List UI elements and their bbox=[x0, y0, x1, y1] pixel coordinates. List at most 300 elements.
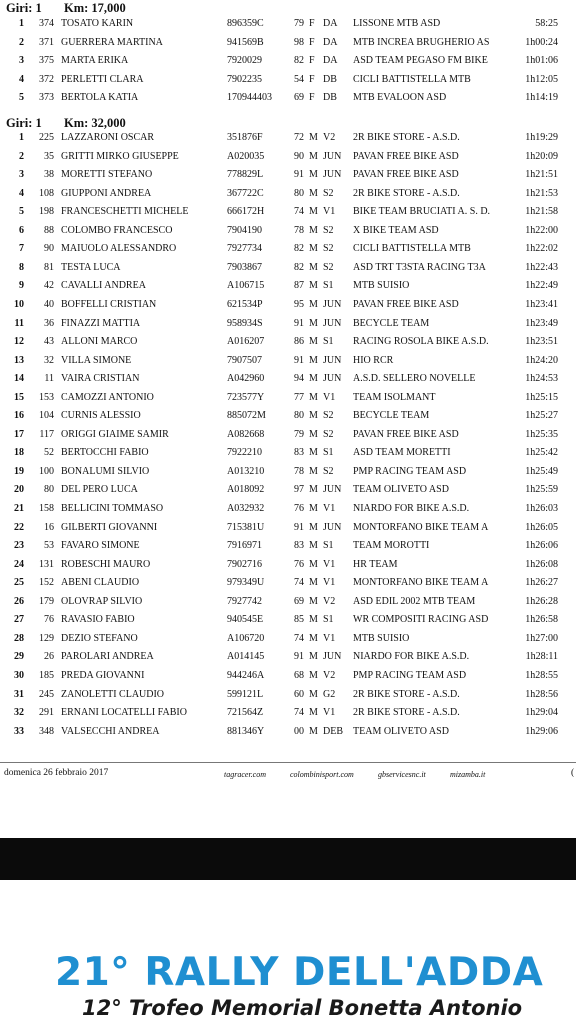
team-name: PAVAN FREE BIKE ASD bbox=[353, 298, 459, 310]
sex: M bbox=[309, 206, 318, 218]
athlete-name: ROBESCHI MAURO bbox=[61, 558, 151, 570]
sex: M bbox=[309, 410, 318, 422]
position: 2 bbox=[19, 36, 24, 48]
category: S1 bbox=[323, 540, 334, 552]
birth-year: 91 bbox=[294, 354, 304, 366]
category: DEB bbox=[323, 725, 343, 737]
athlete-name: FINAZZI MATTIA bbox=[61, 317, 141, 329]
bib-number: 36 bbox=[44, 317, 54, 329]
team-name: ASD EDIL 2002 MTB TEAM bbox=[353, 595, 476, 607]
sex: M bbox=[309, 503, 318, 514]
position: 4 bbox=[19, 187, 24, 199]
team-name: MTB SUISIO bbox=[353, 280, 410, 292]
birth-year: 91 bbox=[294, 169, 304, 181]
finish-time: 1h29:06 bbox=[525, 725, 558, 737]
result-row bbox=[0, 277, 576, 295]
category: JUN bbox=[323, 484, 342, 496]
category: V2 bbox=[323, 132, 336, 143]
license-code: 896359C bbox=[227, 18, 264, 29]
team-name: HR TEAM bbox=[353, 558, 398, 570]
sex: F bbox=[309, 92, 315, 104]
team-name: PAVAN FREE BIKE ASD bbox=[353, 169, 459, 181]
category: S2 bbox=[323, 261, 334, 273]
license-code: 723577Y bbox=[227, 391, 265, 403]
birth-year: 82 bbox=[294, 243, 304, 255]
category: S2 bbox=[323, 187, 334, 199]
bib-number: 108 bbox=[39, 187, 54, 199]
athlete-name: FAVARO SIMONE bbox=[61, 540, 140, 552]
license-code: 367722C bbox=[227, 187, 264, 199]
result-row bbox=[0, 89, 576, 107]
result-row bbox=[0, 500, 576, 518]
result-row bbox=[0, 593, 576, 611]
birth-year: 94 bbox=[294, 373, 304, 385]
license-code: A042960 bbox=[227, 373, 265, 385]
birth-year: 00 bbox=[294, 725, 304, 737]
result-row bbox=[0, 426, 576, 444]
category: S2 bbox=[323, 224, 334, 236]
team-name: LISSONE MTB ASD bbox=[353, 18, 441, 29]
sex: M bbox=[309, 465, 318, 477]
license-code: 7916971 bbox=[227, 540, 262, 552]
team-name: WR COMPOSITI RACING ASD bbox=[353, 614, 489, 626]
license-code: 7904190 bbox=[227, 224, 262, 236]
license-code: A016207 bbox=[227, 336, 265, 348]
athlete-name: MAIUOLO ALESSANDRO bbox=[61, 243, 177, 255]
result-row bbox=[0, 148, 576, 166]
license-code: 7927742 bbox=[227, 595, 262, 607]
athlete-name: OLOVRAP SILVIO bbox=[61, 595, 143, 607]
license-code: A014145 bbox=[227, 651, 265, 663]
birth-year: 68 bbox=[294, 669, 304, 681]
bib-number: 80 bbox=[44, 484, 54, 496]
team-name: CICLI BATTISTELLA MTB bbox=[353, 73, 471, 85]
birth-year: 82 bbox=[294, 55, 304, 67]
finish-time: 1h25:35 bbox=[525, 428, 558, 440]
finish-time: 1h26:08 bbox=[525, 558, 558, 570]
athlete-name: CURNIS ALESSIO bbox=[61, 410, 141, 422]
finish-time: 1h25:15 bbox=[525, 391, 558, 403]
category: JUN bbox=[323, 169, 342, 181]
team-name: PMP RACING TEAM ASD bbox=[353, 465, 467, 477]
birth-year: 79 bbox=[294, 428, 304, 440]
finish-time: 1h21:53 bbox=[525, 187, 558, 199]
position: 22 bbox=[14, 521, 24, 533]
bib-number: 372 bbox=[39, 73, 54, 85]
position: 13 bbox=[14, 354, 24, 366]
team-name: PAVAN FREE BIKE ASD bbox=[353, 428, 459, 440]
birth-year: 76 bbox=[294, 558, 304, 570]
footer-link[interactable]: mizamba.it bbox=[450, 770, 486, 779]
team-name: PAVAN FREE BIKE ASD bbox=[353, 150, 459, 162]
category: S1 bbox=[323, 447, 334, 459]
license-code: 7920029 bbox=[227, 55, 262, 67]
bib-number: 291 bbox=[39, 707, 54, 719]
athlete-name: BERTOCCHI FABIO bbox=[61, 447, 149, 459]
license-code: A106715 bbox=[227, 280, 265, 292]
license-code: 7907507 bbox=[227, 354, 262, 366]
sex: M bbox=[309, 298, 318, 310]
category: S2 bbox=[323, 243, 334, 255]
license-code: 7922210 bbox=[227, 447, 262, 459]
birth-year: 97 bbox=[294, 484, 304, 496]
bib-number: 152 bbox=[39, 577, 54, 589]
athlete-name: COLOMBO FRANCESCO bbox=[61, 224, 173, 236]
sex: M bbox=[309, 224, 318, 236]
position: 20 bbox=[14, 484, 24, 496]
finish-time: 1h00:24 bbox=[525, 36, 558, 48]
result-row bbox=[0, 667, 576, 685]
sex: M bbox=[309, 632, 318, 644]
athlete-name: RAVASIO FABIO bbox=[61, 614, 135, 626]
athlete-name: FRANCESCHETTI MICHELE bbox=[61, 206, 189, 218]
finish-time: 1h22:49 bbox=[525, 280, 558, 292]
athlete-name: DEL PERO LUCA bbox=[61, 484, 138, 496]
sex: M bbox=[309, 150, 318, 162]
athlete-name: BOFFELLI CRISTIAN bbox=[61, 298, 157, 310]
team-name: TEAM OLIVETO ASD bbox=[353, 725, 449, 737]
category: V1 bbox=[323, 558, 336, 570]
finish-time: 58:25 bbox=[535, 18, 558, 29]
result-row bbox=[0, 370, 576, 388]
athlete-name: BELLICINI TOMMASO bbox=[61, 503, 164, 514]
finish-time: 1h23:41 bbox=[525, 298, 558, 310]
sex: M bbox=[309, 595, 318, 607]
license-code: 351876F bbox=[227, 132, 263, 143]
bib-number: 158 bbox=[39, 503, 54, 514]
sex: M bbox=[309, 651, 318, 663]
bib-number: 179 bbox=[39, 595, 54, 607]
footer-link[interactable]: tagracer.com bbox=[224, 770, 266, 779]
bib-number: 16 bbox=[44, 521, 54, 533]
athlete-name: BERTOLA KATIA bbox=[61, 92, 139, 104]
license-code: 940545E bbox=[227, 614, 264, 626]
athlete-name: GRITTI MIRKO GIUSEPPE bbox=[61, 150, 179, 162]
category: V2 bbox=[323, 595, 336, 607]
finish-time: 1h22:43 bbox=[525, 261, 558, 273]
team-name: A.S.D. SELLERO NOVELLE bbox=[353, 373, 476, 385]
bib-number: 52 bbox=[44, 447, 54, 459]
result-row bbox=[0, 333, 576, 351]
result-row bbox=[0, 648, 576, 666]
finish-time: 1h25:49 bbox=[525, 465, 558, 477]
birth-year: 98 bbox=[294, 36, 304, 48]
finish-time: 1h21:51 bbox=[525, 169, 558, 181]
sex: M bbox=[309, 317, 318, 329]
birth-year: 77 bbox=[294, 391, 304, 403]
bib-number: 373 bbox=[39, 92, 54, 104]
sex: M bbox=[309, 669, 318, 681]
distance-label: Km: 32,000 bbox=[64, 116, 126, 130]
license-code: 881346Y bbox=[227, 725, 265, 737]
sex: F bbox=[309, 18, 315, 29]
category: V1 bbox=[323, 503, 336, 514]
position: 18 bbox=[14, 447, 24, 459]
athlete-name: BONALUMI SILVIO bbox=[61, 465, 150, 477]
category: V1 bbox=[323, 707, 336, 719]
result-row bbox=[0, 222, 576, 240]
birth-year: 72 bbox=[294, 132, 304, 143]
birth-year: 54 bbox=[294, 73, 304, 85]
finish-time: 1h26:03 bbox=[525, 503, 558, 514]
license-code: A032932 bbox=[227, 503, 265, 514]
position: 8 bbox=[19, 261, 24, 273]
laps-label: Giri: 1 bbox=[6, 1, 42, 15]
position: 3 bbox=[19, 55, 24, 67]
sex: M bbox=[309, 614, 318, 626]
athlete-name: ERNANI LOCATELLI FABIO bbox=[61, 707, 187, 719]
birth-year: 80 bbox=[294, 410, 304, 422]
result-row bbox=[0, 389, 576, 407]
result-row bbox=[0, 574, 576, 592]
athlete-name: VAIRA CRISTIAN bbox=[61, 373, 140, 385]
team-name: NIARDO FOR BIKE A.S.D. bbox=[353, 651, 470, 663]
athlete-name: GUERRERA MARTINA bbox=[61, 36, 163, 48]
poster-subtitle: 12° Trofeo Memorial Bonetta Antonio bbox=[82, 996, 523, 1020]
result-row bbox=[0, 71, 576, 89]
bib-number: 348 bbox=[39, 725, 54, 737]
result-row bbox=[0, 185, 576, 203]
team-name: BIKE TEAM BRUCIATI A. S. D. bbox=[353, 206, 491, 218]
result-row bbox=[0, 407, 576, 425]
athlete-name: MARTA ERIKA bbox=[61, 55, 129, 67]
athlete-name: PREDA GIOVANNI bbox=[61, 669, 145, 681]
result-row bbox=[0, 686, 576, 704]
result-row bbox=[0, 704, 576, 722]
finish-time: 1h26:28 bbox=[525, 595, 558, 607]
team-name: PMP RACING TEAM ASD bbox=[353, 669, 467, 681]
license-code: 941569B bbox=[227, 36, 264, 48]
footer-link[interactable]: gbservicesnc.it bbox=[378, 770, 426, 779]
finish-time: 1h27:00 bbox=[525, 632, 558, 644]
category: DA bbox=[323, 36, 338, 48]
position: 4 bbox=[19, 73, 24, 85]
bib-number: 225 bbox=[39, 132, 54, 143]
bib-number: 198 bbox=[39, 206, 54, 218]
license-code: 7903867 bbox=[227, 261, 262, 273]
finish-time: 1h14:19 bbox=[525, 92, 558, 104]
category: V1 bbox=[323, 206, 336, 218]
category: JUN bbox=[323, 373, 342, 385]
result-row bbox=[0, 34, 576, 52]
section-header-32km bbox=[0, 116, 576, 130]
athlete-name: GILBERTI GIOVANNI bbox=[61, 521, 158, 533]
result-row bbox=[0, 352, 576, 370]
result-row bbox=[0, 129, 576, 147]
result-row bbox=[0, 481, 576, 499]
position: 30 bbox=[14, 669, 24, 681]
birth-year: 69 bbox=[294, 595, 304, 607]
license-code: 721564Z bbox=[227, 707, 264, 719]
birth-year: 87 bbox=[294, 280, 304, 292]
license-code: 958934S bbox=[227, 317, 263, 329]
team-name: CICLI BATTISTELLA MTB bbox=[353, 243, 471, 255]
sex: F bbox=[309, 73, 315, 85]
license-code: 7902716 bbox=[227, 558, 262, 570]
athlete-name: TESTA LUCA bbox=[61, 261, 121, 273]
result-row bbox=[0, 556, 576, 574]
finish-time: 1h26:05 bbox=[525, 521, 558, 533]
sex: M bbox=[309, 373, 318, 385]
birth-year: 90 bbox=[294, 150, 304, 162]
category: V1 bbox=[323, 391, 336, 403]
birth-year: 91 bbox=[294, 521, 304, 533]
license-code: 885072M bbox=[227, 410, 266, 422]
sex: M bbox=[309, 132, 318, 143]
bib-number: 104 bbox=[39, 410, 54, 422]
result-row bbox=[0, 259, 576, 277]
black-divider-band bbox=[0, 838, 576, 880]
finish-time: 1h23:49 bbox=[525, 317, 558, 329]
position: 32 bbox=[14, 707, 24, 719]
category: S1 bbox=[323, 336, 334, 348]
team-name: BECYCLE TEAM bbox=[353, 317, 430, 329]
position: 11 bbox=[14, 317, 24, 329]
team-name: X BIKE TEAM ASD bbox=[353, 224, 439, 236]
athlete-name: PAROLARI ANDREA bbox=[61, 651, 154, 663]
bib-number: 11 bbox=[44, 373, 54, 385]
finish-time: 1h19:29 bbox=[525, 132, 558, 143]
position: 2 bbox=[19, 150, 24, 162]
bib-number: 371 bbox=[39, 36, 54, 48]
sex: M bbox=[309, 577, 318, 589]
position: 29 bbox=[14, 651, 24, 663]
finish-time: 1h25:27 bbox=[525, 410, 558, 422]
sex: M bbox=[309, 336, 318, 348]
category: DB bbox=[323, 73, 337, 85]
athlete-name: ORIGGI GIAIME SAMIR bbox=[61, 428, 169, 440]
result-row bbox=[0, 15, 576, 33]
license-code: A106720 bbox=[227, 632, 265, 644]
bib-number: 32 bbox=[44, 354, 54, 366]
bib-number: 88 bbox=[44, 224, 54, 236]
position: 7 bbox=[19, 243, 24, 255]
team-name: ASD TEAM MORETTI bbox=[353, 447, 451, 459]
category: DB bbox=[323, 92, 337, 104]
license-code: 599121L bbox=[227, 688, 264, 700]
team-name: 2R BIKE STORE - A.S.D. bbox=[353, 187, 460, 199]
finish-time: 1h24:53 bbox=[525, 373, 558, 385]
finish-time: 1h28:55 bbox=[525, 669, 558, 681]
athlete-name: PERLETTI CLARA bbox=[61, 73, 144, 85]
license-code: 621534P bbox=[227, 298, 263, 310]
birth-year: 74 bbox=[294, 632, 304, 644]
position: 33 bbox=[14, 725, 24, 737]
license-code: 170944403 bbox=[227, 92, 272, 104]
bib-number: 43 bbox=[44, 336, 54, 348]
license-code: 715381U bbox=[227, 521, 265, 533]
bib-number: 76 bbox=[44, 614, 54, 626]
distance-label: Km: 17,000 bbox=[64, 1, 126, 15]
license-code: 979349U bbox=[227, 577, 265, 589]
bib-number: 117 bbox=[39, 428, 54, 440]
result-row bbox=[0, 52, 576, 70]
team-name: MONTORFANO BIKE TEAM A bbox=[353, 521, 489, 533]
category: S1 bbox=[323, 614, 334, 626]
license-code: A018092 bbox=[227, 484, 265, 496]
position: 5 bbox=[19, 92, 24, 104]
bib-number: 374 bbox=[39, 18, 54, 29]
athlete-name: TOSATO KARIN bbox=[61, 18, 134, 29]
team-name: RACING ROSOLA BIKE A.S.D. bbox=[353, 336, 489, 348]
category: JUN bbox=[323, 521, 342, 533]
position: 23 bbox=[14, 540, 24, 552]
sex: M bbox=[309, 521, 318, 533]
position: 25 bbox=[14, 577, 24, 589]
bib-number: 42 bbox=[44, 280, 54, 292]
position: 1 bbox=[19, 132, 24, 143]
finish-time: 1h12:05 bbox=[525, 73, 558, 85]
category: DA bbox=[323, 55, 338, 67]
license-code: 666172H bbox=[227, 206, 265, 218]
position: 14 bbox=[14, 373, 24, 385]
sex: M bbox=[309, 280, 318, 292]
result-row bbox=[0, 519, 576, 537]
birth-year: 83 bbox=[294, 540, 304, 552]
position: 19 bbox=[14, 465, 24, 477]
team-name: 2R BIKE STORE - A.S.D. bbox=[353, 688, 460, 700]
position: 1 bbox=[19, 18, 24, 29]
sex: M bbox=[309, 187, 318, 199]
finish-time: 1h23:51 bbox=[525, 336, 558, 348]
position: 3 bbox=[19, 169, 24, 181]
bib-number: 153 bbox=[39, 391, 54, 403]
team-name: HIO RCR bbox=[353, 354, 394, 366]
team-name: TEAM MOROTTI bbox=[353, 540, 430, 552]
team-name: MTB SUISIO bbox=[353, 632, 410, 644]
birth-year: 74 bbox=[294, 206, 304, 218]
finish-time: 1h25:42 bbox=[525, 447, 558, 459]
category: S1 bbox=[323, 280, 334, 292]
birth-year: 76 bbox=[294, 503, 304, 514]
page-footer bbox=[0, 762, 576, 789]
footer-link[interactable]: colombinisport.com bbox=[290, 770, 354, 779]
team-name: BECYCLE TEAM bbox=[353, 410, 430, 422]
license-code: 778829L bbox=[227, 169, 264, 181]
birth-year: 60 bbox=[294, 688, 304, 700]
athlete-name: ABENI CLAUDIO bbox=[61, 577, 140, 589]
laps-label: Giri: 1 bbox=[6, 116, 42, 130]
category: JUN bbox=[323, 354, 342, 366]
position: 6 bbox=[19, 224, 24, 236]
sex: F bbox=[309, 36, 315, 48]
license-code: A020035 bbox=[227, 150, 265, 162]
athlete-name: DEZIO STEFANO bbox=[61, 632, 138, 644]
bib-number: 100 bbox=[39, 465, 54, 477]
license-code: 7902235 bbox=[227, 73, 262, 85]
team-name: MTB EVALOON ASD bbox=[353, 92, 447, 104]
team-name: TEAM OLIVETO ASD bbox=[353, 484, 449, 496]
position: 31 bbox=[14, 688, 24, 700]
birth-year: 95 bbox=[294, 298, 304, 310]
footer-date: domenica 26 febbraio 2017 bbox=[4, 768, 109, 778]
result-row bbox=[0, 315, 576, 333]
category: S2 bbox=[323, 410, 334, 422]
finish-time: 1h25:59 bbox=[525, 484, 558, 496]
athlete-name: VALSECCHI ANDREA bbox=[61, 725, 160, 737]
finish-time: 1h20:09 bbox=[525, 150, 558, 162]
bib-number: 129 bbox=[39, 632, 54, 644]
sex: M bbox=[309, 540, 318, 552]
sex: M bbox=[309, 391, 318, 403]
category: S2 bbox=[323, 428, 334, 440]
athlete-name: LAZZARONI OSCAR bbox=[61, 132, 155, 143]
bib-number: 38 bbox=[44, 169, 54, 181]
birth-year: 91 bbox=[294, 651, 304, 663]
finish-time: 1h22:00 bbox=[525, 224, 558, 236]
birth-year: 86 bbox=[294, 336, 304, 348]
position: 28 bbox=[14, 632, 24, 644]
